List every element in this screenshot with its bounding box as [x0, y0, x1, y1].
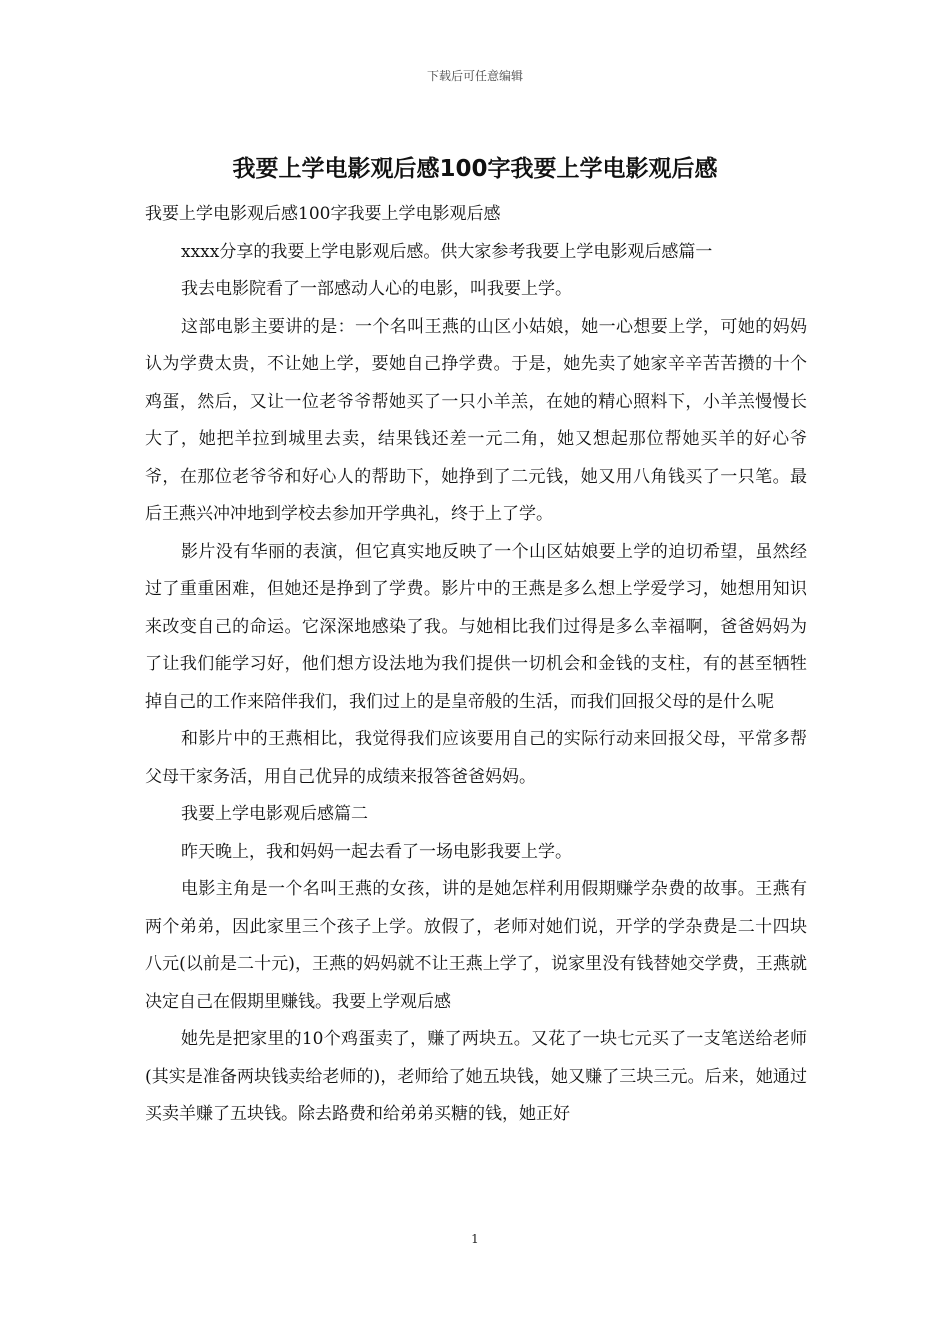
paragraph-intro: xxxx分享的我要上学电影观后感。供大家参考我要上学电影观后感篇一 [181, 241, 713, 262]
paragraph-subtitle: 我要上学电影观后感100字我要上学电影观后感 [145, 204, 501, 224]
document-body [145, 196, 807, 1134]
paragraph: 她先是把家里的10个鸡蛋卖了，赚了两块五。又花了一块七元买了一支笔送给老师(其实是准备两块钱卖给老师的)，老师给了她五块钱，她又赚了三块三元。后来，她通过买卖羊赚了五块钱。除去路费和给弟弟买糖的钱，她正好 [145, 1029, 807, 1124]
paragraph: 我去电影院看了一部感动人心的电影，叫我要上学。 [181, 279, 572, 299]
section-heading: 我要上学电影观后感篇二 [181, 804, 368, 824]
paragraph: 影片没有华丽的表演，但它真实地反映了一个山区姑娘要上学的迫切希望，虽然经过了重重困难，但她还是挣到了学费。影片中的王燕是多么想上学爱学习，她想用知识来改变自己的命运。它深深地感染了我。与她相比我们过得是多么幸福啊，爸爸妈妈为了让我们能学习好，他们想方设法地为我们提供一切机会和金钱的支柱，有的甚至牺牲掉自己的工作来陪伴我们，我们过上的是皇帝般的生活，而我们回报父母的是什么呢 [145, 541, 807, 712]
document-title: 我要上学电影观后感100字我要上学电影观后感 [232, 156, 718, 182]
page-header-note: 下载后可任意编辑 [426, 69, 523, 83]
paragraph: 和影片中的王燕相比，我觉得我们应该要用自己的实际行动来回报父母，平常多帮父母干家务活，用自己优异的成绩来报答爸爸妈妈。 [145, 729, 807, 787]
page-number: 1 [471, 1232, 479, 1246]
paragraph: 这部电影主要讲的是：一个名叫王燕的山区小姑娘，她一心想要上学，可她的妈妈认为学费太贵，不让她上学，要她自己挣学费。于是，她先卖了她家辛辛苦苦攒的十个鸡蛋，然后，又让一位老爷爷帮她买了一只小羊羔，在她的精心照料下，小羊羔慢慢长大了，她把羊拉到城里去卖，结果钱还差一元二角，她又想起那位帮她买羊的好心爷爷，在那位老爷爷和好心人的帮助下，她挣到了二元钱，她又用八角钱买了一只笔。最后王燕兴冲冲地到学校去参加开学典礼，终于上了学。 [145, 316, 807, 524]
paragraph: 电影主角是一个名叫王燕的女孩，讲的是她怎样利用假期赚学杂费的故事。王燕有两个弟弟，因此家里三个孩子上学。放假了，老师对她们说，开学的学杂费是二十四块八元(以前是二十元)，王燕的妈妈就不让王燕上学了，说家里没有钱替她交学费，王燕就决定自己在假期里赚钱。我要上学观后感 [145, 879, 807, 1012]
paragraph: 昨天晚上，我和妈妈一起去看了一场电影我要上学。 [181, 841, 572, 862]
